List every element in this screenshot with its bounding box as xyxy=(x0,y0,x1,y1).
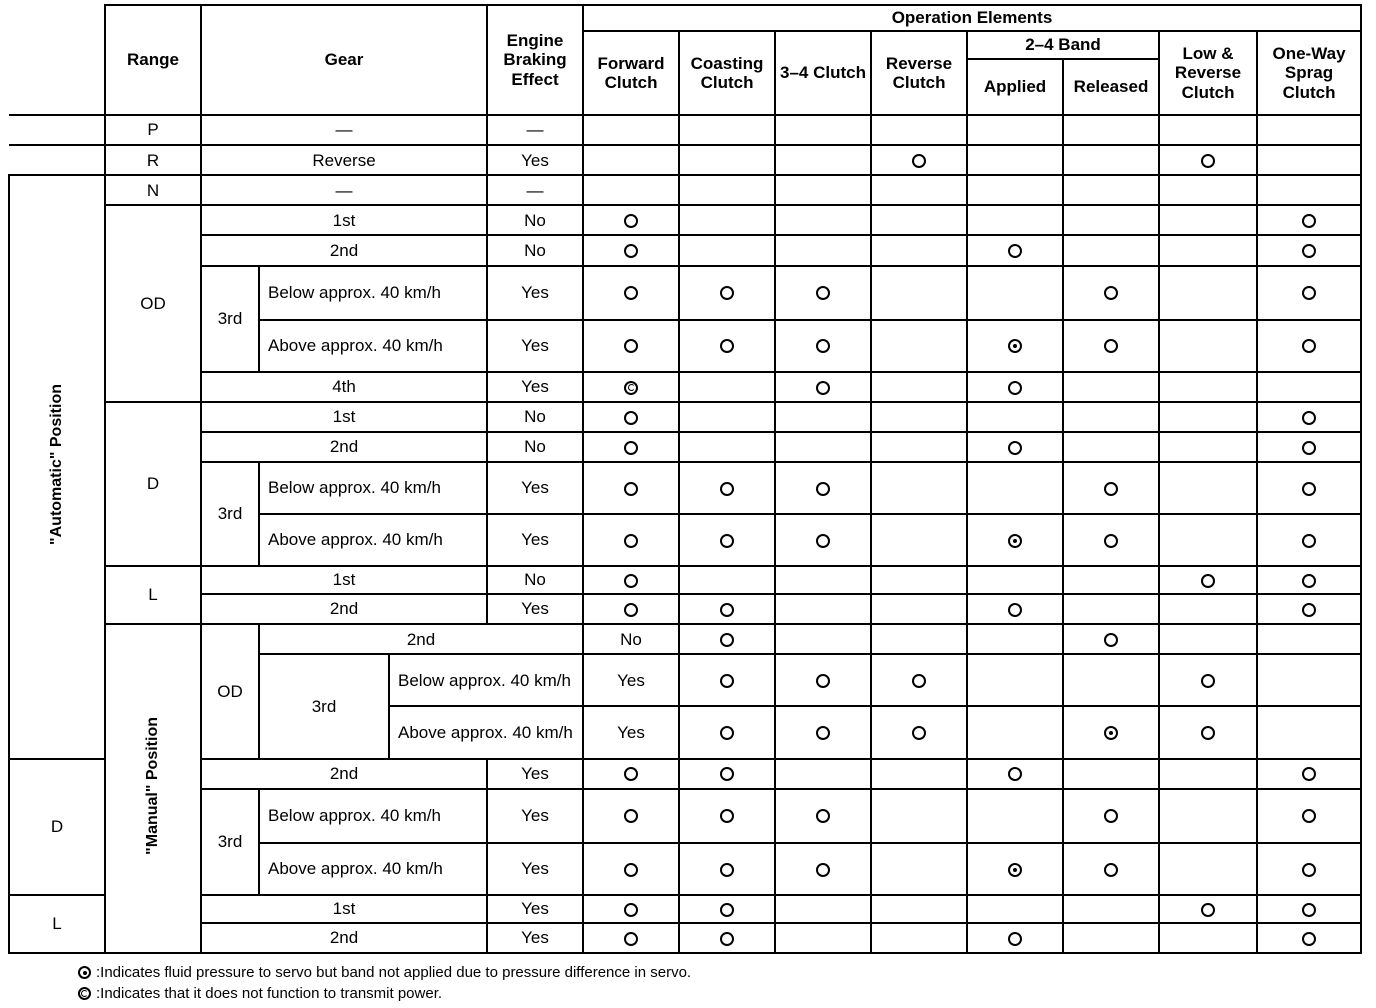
gear-cell: 3rd xyxy=(259,654,389,758)
circle-mark-icon xyxy=(720,534,734,548)
gear-cell: 2nd xyxy=(201,235,487,265)
circle-mark-icon xyxy=(1104,863,1118,877)
circle-mark-icon xyxy=(624,286,638,300)
circle-mark-icon xyxy=(816,286,830,300)
circle-mark-icon xyxy=(720,726,734,740)
braking-cell: No xyxy=(583,624,679,654)
circle-mark-icon xyxy=(1302,603,1316,617)
forward-clutch-header: Forward Clutch xyxy=(583,31,679,115)
manual-position-label: "Manual" Position xyxy=(105,624,201,953)
pressure-no-apply-mark-icon xyxy=(1008,534,1022,548)
circle-mark-icon xyxy=(624,809,638,823)
legend-text: :Indicates fluid pressure to servo but band not applied due to pressure difference in servo. xyxy=(96,964,692,981)
legend-item xyxy=(78,962,691,983)
circle-mark-icon xyxy=(912,674,926,688)
circle-mark-icon xyxy=(1008,603,1022,617)
side-blank xyxy=(9,145,105,175)
circle-mark-icon xyxy=(816,809,830,823)
gear-cell: 1st xyxy=(201,566,487,594)
circle-mark-icon xyxy=(720,903,734,917)
circle-mark-icon xyxy=(1104,339,1118,353)
legend xyxy=(78,962,691,1004)
speed-condition: Above approx. 40 km/h xyxy=(389,706,583,758)
circle-mark-icon xyxy=(720,339,734,353)
braking-cell: Yes xyxy=(487,372,583,402)
gear-cell: 3rd xyxy=(201,789,259,895)
circle-mark-icon xyxy=(816,534,830,548)
circle-mark-icon xyxy=(720,809,734,823)
circle-mark-icon xyxy=(1302,863,1316,877)
circle-mark-icon xyxy=(720,633,734,647)
gear-cell: 2nd xyxy=(201,594,487,624)
legend-text: :Indicates that it does not function to transmit power. xyxy=(96,985,443,1002)
gear-cell: 1st xyxy=(201,895,487,923)
braking-cell: No xyxy=(487,205,583,235)
speed-condition: Below approx. 40 km/h xyxy=(259,266,487,320)
circle-mark-icon xyxy=(624,482,638,496)
circle-mark-icon xyxy=(624,411,638,425)
braking-cell: Yes xyxy=(487,320,583,372)
range-cell: P xyxy=(105,115,201,145)
circle-mark-icon xyxy=(624,339,638,353)
range-cell: OD xyxy=(201,624,259,758)
circle-mark-icon xyxy=(720,674,734,688)
braking-cell: Yes xyxy=(487,923,583,953)
pressure-no-apply-mark-icon xyxy=(78,966,91,979)
gear-cell: 2nd xyxy=(259,624,583,654)
circle-mark-icon xyxy=(816,482,830,496)
circle-mark-icon xyxy=(720,482,734,496)
circle-mark-icon xyxy=(720,932,734,946)
band-released-header: Released xyxy=(1063,59,1159,115)
circle-mark-icon xyxy=(624,574,638,588)
braking-cell: No xyxy=(487,402,583,432)
gear-header: Gear xyxy=(201,5,487,115)
circle-mark-icon xyxy=(1302,809,1316,823)
gear-cell: 1st xyxy=(201,402,487,432)
gear-cell: 4th xyxy=(201,372,487,402)
circle-mark-icon xyxy=(1302,903,1316,917)
gear-cell: Reverse xyxy=(201,145,487,175)
braking-cell: — xyxy=(487,115,583,145)
pressure-no-apply-mark-icon xyxy=(1104,726,1118,740)
braking-cell: Yes xyxy=(583,654,679,706)
gear-cell: 2nd xyxy=(201,759,487,789)
braking-cell: Yes xyxy=(487,266,583,320)
range-cell: L xyxy=(105,566,201,624)
band-24-header: 2–4 Band xyxy=(967,31,1159,59)
circle-mark-icon xyxy=(1104,809,1118,823)
gear-cell: 3rd xyxy=(201,462,259,566)
range-cell: L xyxy=(9,895,105,953)
circle-mark-icon xyxy=(816,674,830,688)
gear-cell: — xyxy=(201,175,487,205)
range-cell: D xyxy=(9,759,105,895)
circle-mark-icon xyxy=(1302,574,1316,588)
circle-mark-icon xyxy=(624,767,638,781)
circle-mark-icon xyxy=(1302,767,1316,781)
circle-mark-icon xyxy=(624,441,638,455)
braking-cell: Yes xyxy=(487,514,583,566)
automatic-position-label: "Automatic" Position xyxy=(9,175,105,758)
circle-mark-icon xyxy=(1104,286,1118,300)
gear-cell: 2nd xyxy=(201,923,487,953)
circle-mark-icon xyxy=(624,932,638,946)
braking-cell: Yes xyxy=(487,789,583,843)
band-applied-header: Applied xyxy=(967,59,1063,115)
braking-cell: Yes xyxy=(487,594,583,624)
circle-mark-icon xyxy=(1302,339,1316,353)
gear-cell: 3rd xyxy=(201,266,259,372)
circle-mark-icon xyxy=(1302,441,1316,455)
range-cell: N xyxy=(105,175,201,205)
gear-cell: 1st xyxy=(201,205,487,235)
circle-mark-icon xyxy=(912,154,926,168)
circle-mark-icon xyxy=(624,534,638,548)
braking-cell: Yes xyxy=(487,145,583,175)
braking-cell: Yes xyxy=(583,706,679,758)
gear-cell: 2nd xyxy=(201,432,487,462)
circle-mark-icon xyxy=(1302,482,1316,496)
speed-condition: Above approx. 40 km/h xyxy=(259,320,487,372)
circle-mark-icon xyxy=(1104,633,1118,647)
circle-mark-icon xyxy=(1201,574,1215,588)
no-power-mark-icon xyxy=(624,381,638,395)
pressure-no-apply-mark-icon xyxy=(1008,863,1022,877)
circle-mark-icon xyxy=(1302,411,1316,425)
braking-cell: Yes xyxy=(487,843,583,895)
braking-cell: Yes xyxy=(487,759,583,789)
circle-mark-icon xyxy=(816,863,830,877)
range-header: Range xyxy=(105,5,201,115)
circle-mark-icon xyxy=(624,903,638,917)
circle-mark-icon xyxy=(1302,244,1316,258)
circle-mark-icon xyxy=(1008,767,1022,781)
braking-cell: No xyxy=(487,235,583,265)
circle-mark-icon xyxy=(624,214,638,228)
circle-mark-icon xyxy=(816,339,830,353)
speed-condition: Below approx. 40 km/h xyxy=(259,462,487,514)
speed-condition: Below approx. 40 km/h xyxy=(389,654,583,706)
pressure-no-apply-mark-icon xyxy=(1008,339,1022,353)
braking-cell: No xyxy=(487,566,583,594)
circle-mark-icon xyxy=(1201,726,1215,740)
circle-mark-icon xyxy=(1302,534,1316,548)
circle-mark-icon xyxy=(816,381,830,395)
circle-mark-icon xyxy=(1008,441,1022,455)
circle-mark-icon xyxy=(1008,932,1022,946)
circle-mark-icon xyxy=(1008,381,1022,395)
clutch-34-header: 3–4 Clutch xyxy=(775,31,871,115)
circle-mark-icon xyxy=(624,244,638,258)
circle-mark-icon xyxy=(720,603,734,617)
coasting-clutch-header: Coasting Clutch xyxy=(679,31,775,115)
circle-mark-icon xyxy=(1302,214,1316,228)
speed-condition: Below approx. 40 km/h xyxy=(259,789,487,843)
one-way-sprag-header: One-Way Sprag Clutch xyxy=(1257,31,1361,115)
circle-mark-icon xyxy=(720,286,734,300)
side-blank xyxy=(9,115,105,145)
operation-elements-header: Operation Elements xyxy=(583,5,1361,31)
reverse-clutch-header: Reverse Clutch xyxy=(871,31,967,115)
range-cell: R xyxy=(105,145,201,175)
circle-mark-icon xyxy=(1008,244,1022,258)
circle-mark-icon xyxy=(1302,932,1316,946)
circle-mark-icon xyxy=(624,603,638,617)
range-cell: OD xyxy=(105,205,201,401)
braking-cell: Yes xyxy=(487,895,583,923)
low-reverse-clutch-header: Low & Reverse Clutch xyxy=(1159,31,1257,115)
braking-cell: No xyxy=(487,432,583,462)
operation-elements-table xyxy=(8,4,1362,954)
circle-mark-icon xyxy=(816,726,830,740)
circle-mark-icon xyxy=(1201,674,1215,688)
gear-cell: — xyxy=(201,115,487,145)
braking-cell: — xyxy=(487,175,583,205)
no-power-mark-icon xyxy=(78,987,91,1000)
circle-mark-icon xyxy=(1104,534,1118,548)
circle-mark-icon xyxy=(912,726,926,740)
circle-mark-icon xyxy=(624,863,638,877)
circle-mark-icon xyxy=(1201,903,1215,917)
circle-mark-icon xyxy=(1201,154,1215,168)
speed-condition: Above approx. 40 km/h xyxy=(259,843,487,895)
circle-mark-icon xyxy=(720,863,734,877)
engine-braking-header: Engine Braking Effect xyxy=(487,5,583,115)
circle-mark-icon xyxy=(1302,286,1316,300)
corner-blank xyxy=(9,5,105,115)
range-cell: D xyxy=(105,402,201,566)
speed-condition: Above approx. 40 km/h xyxy=(259,514,487,566)
circle-mark-icon xyxy=(720,767,734,781)
braking-cell: Yes xyxy=(487,462,583,514)
circle-mark-icon xyxy=(1104,482,1118,496)
legend-item xyxy=(78,983,691,1004)
